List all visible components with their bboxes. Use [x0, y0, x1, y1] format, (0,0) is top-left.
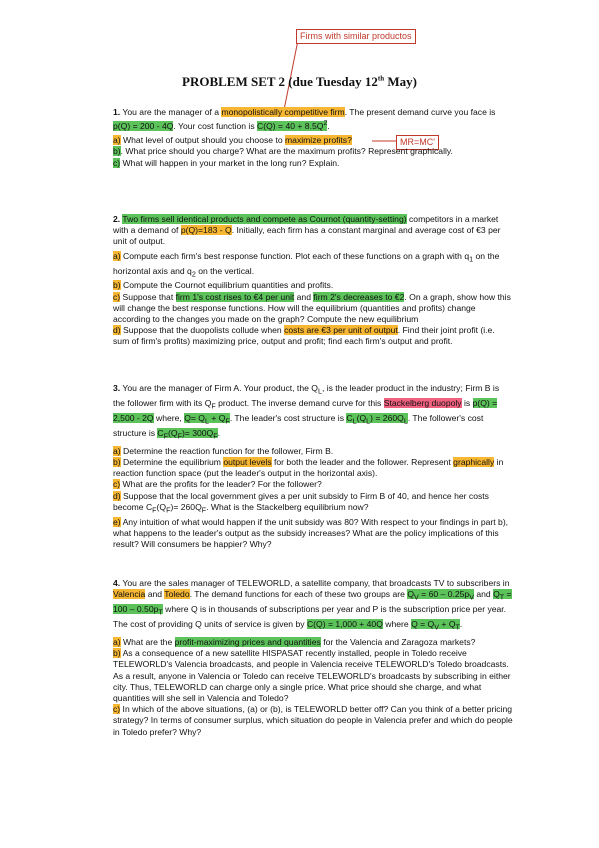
q3-intro: 3. You are the manager of Firm A. Your product, the $Q_L$, is the leader product in the industry; Firm B is the follower firm with its $Q_F$ product. The inverse demand curve for this Stackelberg duopoly is p(Q) = 2,500 - 2Q where, $Q= Q_L + Q_F$. The leader's cost structure is $C_L(Q_L) = 260Q_L$. The follower's cost structure is $C_F(Q_F)= 300Q_F$.	[113, 383, 500, 441]
q2-part-a: a) Compute each firm's best response function. Plot each of these functions on a graph with $q_1$ on the horizontal axis and $q_2$ on the vertical.	[113, 250, 500, 279]
q1-part-b: b). What price should you charge? What are the maximum profits? Represent graphically.	[113, 146, 453, 157]
question-4	[113, 578, 513, 741]
q4-part-b: b) As a consequence of a new satellite HISPASAT recently installed, people in Toledo receive TELEWORLD's Valencia broadcasts, and people in Valencia receive TELEWORLD's Toledo broadcasts. As a result, anyone in Valencia or Toledo can receive TELEWORLD's broadcasts by subscribing in either city. Thus, TELEWORLD can charge only a single price. What price should she charge, and what quantities will she sell in Valencia and Toledo?	[113, 648, 511, 703]
q4-part-a: a) What are the profit-maximizing prices and quantities for the Valencia and Zaragoza markets?	[113, 636, 476, 647]
q2-part-d: d) Suppose that the duopolists collude when costs are €3 per unit of output. Find their joint profit (i.e. sum of firm's profits) maximizing price, output and profit; find each firm's output and profit.	[113, 325, 495, 347]
q4-part-c: c) In which of the above situations, (a) or (b), is TELEWORLD better off? Can you think of a better pricing strategy? In terms of consumer surplus, which situation do people in Valencia prefer and which do people in Toledo prefer? Why?	[113, 704, 513, 737]
q4-intro: 4. You are the sales manager of TELEWORLD, a satellite company, that broadcasts TV to subscribers in Valencia and Toledo. The demand functions for each of these two groups are $Q_V = 60 - 0.25p_V$ and $Q_T = 100 - 0.50p_T$ where Q is in thousands of subscriptions per year and P is the subscription price per year. The cost of providing Q units of service is given by C(Q) = 1,000 + 40Q where $Q = Q_V + Q_T$.	[113, 578, 512, 632]
q1-part-c: c) What will happen in your market in the long run? Explain.	[113, 157, 340, 168]
question-1	[113, 107, 513, 172]
q3-part-d: d) Suppose that the local government gives a per unit subsidy to Firm B of 40, and hence her costs become $C_F(Q_F)= 260Q_F$. What is the Stackelberg equilibrium now?	[113, 490, 489, 515]
side-annotation-note: MR=MC'	[396, 135, 439, 150]
q2-part-c: c) Suppose that firm 1's cost rises to €4 per unit and firm 2's decreases to €2. On a graph, show how this will change the best response functions. How will the equilibrium (quantities and profits) change according to the changes you made on the graph? Compute the new equilibrium	[113, 291, 511, 325]
q3-part-b: b) Determine the equilibrium output levels for both the leader and the follower. Represent graphically in reaction function space (put the leader's output in the horizontal axis).	[113, 456, 504, 479]
q2-intro: 2. Two firms sell identical products and compete as Cournot (quantity-setting) competitors in a market with a demand of p(Q)=183 - Q. Initially, each firm has a constant marginal and average cost of €3 per unit of output.	[113, 214, 501, 247]
q3-part-c: c) What are the profits for the leader? For the follower?	[113, 479, 322, 490]
question-3	[113, 383, 513, 553]
q1-part-a: a) What level of output should you choose to maximize profits?	[113, 135, 352, 146]
top-annotation-note: Firms with similar productos	[296, 29, 416, 44]
page-title: PROBLEM SET 2 (due Tuesday 12th May)	[182, 74, 417, 89]
q1-intro: 1. You are the manager of a monopolistically competitive firm. The present demand curve you face is p(Q) = 200 - 4Q. Your cost function is $C(Q) = 40 + 8.5Q^2$.	[113, 107, 496, 132]
q3-part-a: a) Determine the reaction function for the follower, Firm B.	[113, 445, 334, 456]
question-2	[113, 214, 513, 351]
q3-part-e: e) Any intuition of what would happen if the unit subsidy was 80? With respect to your findings in part b), what happens to the leader's output as the subsidy increases? What are the policy implications of this result? Will consumers be happier? Why?	[113, 516, 509, 550]
q2-part-b: b) Compute the Cournot equilibrium quantities and profits.	[113, 280, 334, 291]
